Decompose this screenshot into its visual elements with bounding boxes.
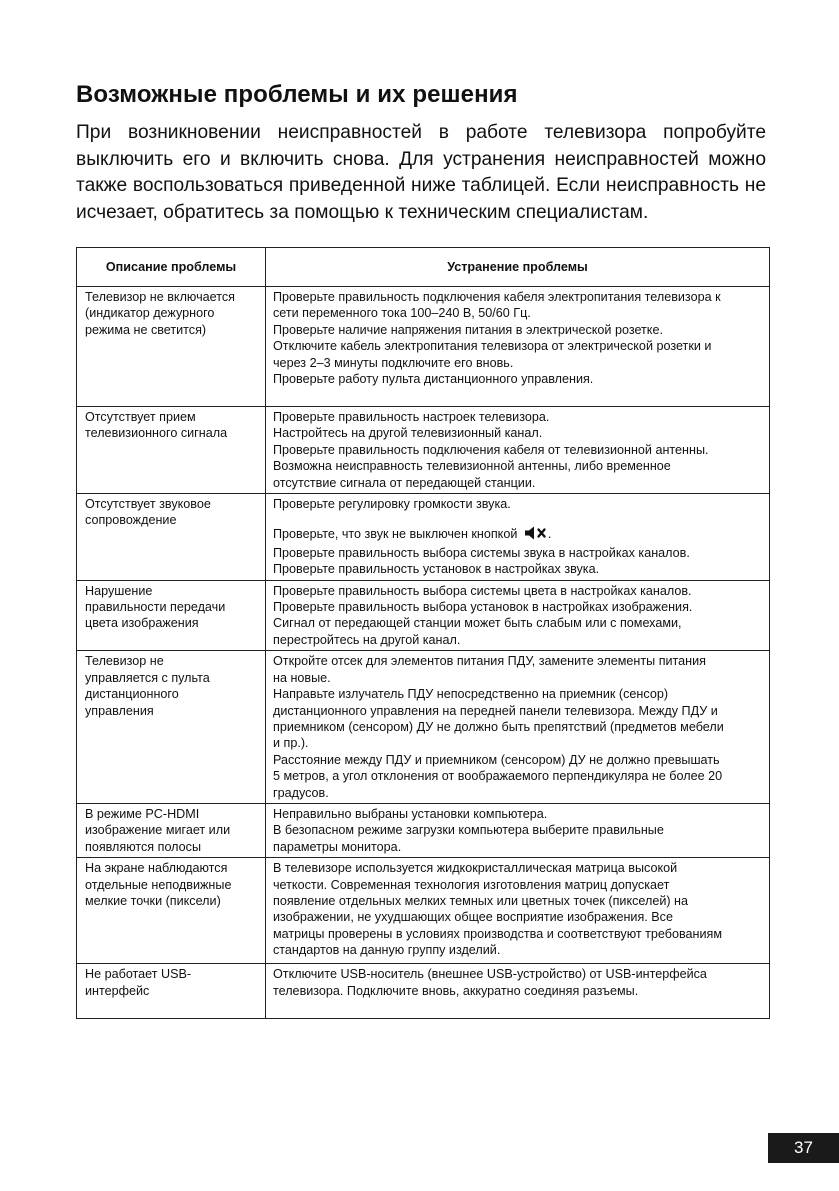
solution-line: В безопасном режиме загрузки компьютера выберите правильные <box>273 823 664 838</box>
problem-line: режима не светится) <box>85 322 207 337</box>
solution-cell <box>266 287 770 407</box>
solution-line: на новые. <box>273 670 331 685</box>
problem-line: правильности передачи <box>85 600 226 615</box>
solution-line: отсутствие сигнала от передающей станции. <box>273 475 536 490</box>
problem-line: Нарушение <box>85 583 153 598</box>
solution-line: Отключите USB-носитель (внешнее USB-устройство) от USB-интерфейса <box>273 967 707 982</box>
solution-line: Проверьте правильность настроек телевизора. <box>273 410 550 424</box>
solution-line: Проверьте работу пульта дистанционного управления. <box>273 372 594 387</box>
solution-line: матрицы проверены в условиях производства и соответствуют требованиям <box>273 926 723 941</box>
solution-line: Настройтесь на другой телевизионный канал. <box>273 426 543 441</box>
problem-line: (индикатор дежурного <box>85 306 215 321</box>
problem-line: телевизионного сигнала <box>85 426 228 441</box>
problem-line: появляются полосы <box>85 839 202 854</box>
mute-speaker-icon <box>524 526 548 544</box>
header-problem: Описание проблемы <box>77 248 266 287</box>
problem-line: изображение мигает или <box>85 823 231 838</box>
problem-cell <box>77 494 266 581</box>
solution-line: через 2–3 минуты подключите его вновь. <box>273 355 514 370</box>
problem-line: мелкие точки (пиксели) <box>85 893 221 908</box>
table-row <box>77 407 770 494</box>
solution-line: Проверьте правильность установок в настройках звука. <box>273 562 600 577</box>
solution-cell <box>266 651 770 804</box>
solution-line: градусов. <box>273 785 329 800</box>
problem-line: сопровождение <box>85 513 177 528</box>
solution-line: параметры монитора. <box>273 839 402 854</box>
solution-line: Проверьте правильность выбора системы звука в настройках каналов. <box>273 545 690 560</box>
solution-cell <box>266 803 770 857</box>
solution-cell <box>266 964 770 1019</box>
solution-line: дистанционного управления на передней панели телевизора. Между ПДУ и <box>273 703 718 718</box>
page-title: Возможные проблемы и их решения <box>76 81 518 108</box>
problem-cell <box>77 407 266 494</box>
problem-line: управления <box>85 703 154 718</box>
solution-line: изображении, не ухудшающих общее восприятие изображения. Все <box>273 910 673 925</box>
solution-line: Возможна неисправность телевизионной антенны, либо временное <box>273 459 671 474</box>
troubleshooting-table <box>76 247 770 1019</box>
table-row <box>77 964 770 1019</box>
solution-line: Проверьте правильность выбора системы цвета в настройках каналов. <box>273 583 692 598</box>
solution-cell <box>266 494 770 581</box>
problem-line: Телевизор не <box>85 654 164 669</box>
problem-line: Телевизор не включается <box>85 290 235 304</box>
solution-line: приемником (сенсором) ДУ не должно быть препятствий (предметов мебели <box>273 719 724 734</box>
intro-paragraph: При возникновении неисправностей в работе телевизора попробуйте выключить его и включить снова. Для устранения неисправностей можно также воспользоваться приведенной ниже таблицей. Если неисправность не исчезает, обратитесь за помощью к техническим специалистам. <box>76 122 766 223</box>
solution-line: Неправильно выбраны установки компьютера. <box>273 806 548 821</box>
solution-text: Проверьте, что звук не выключен кнопкой <box>273 527 518 542</box>
page-number: 37 <box>768 1133 839 1163</box>
table-row <box>77 803 770 857</box>
problem-line: управляется с пульта <box>85 670 210 685</box>
problem-line: отдельные неподвижные <box>85 877 232 892</box>
solution-line: Проверьте правильность выбора установок в настройках изображения. <box>273 600 693 615</box>
solution-cell <box>266 858 770 964</box>
problem-line: В режиме PC-HDMI <box>85 806 200 821</box>
solution-line: сети переменного тока 100–240 В, 50/60 Гц. <box>273 306 531 321</box>
problem-line: Не работает USB- <box>85 967 192 982</box>
table-row <box>77 287 770 407</box>
solution-cell <box>266 580 770 651</box>
table-row <box>77 651 770 804</box>
solution-cell <box>266 407 770 494</box>
table-row <box>77 580 770 651</box>
solution-line: Отключите кабель электропитания телевизора от электрической розетки и <box>273 339 712 354</box>
problem-line: дистанционного <box>85 687 179 702</box>
solution-line: В телевизоре используется жидкокристаллическая матрица высокой <box>273 861 678 876</box>
solution-text-end: . <box>547 527 552 542</box>
solution-line: стандартов на данную группу изделий. <box>273 943 501 958</box>
problem-line: Отсутствует прием <box>85 410 196 424</box>
solution-line: Проверьте регулировку громкости звука. <box>273 497 511 512</box>
solution-line: 5 метров, а угол отклонения от воображаемого перпендикуляра не более 20 <box>273 769 723 784</box>
problem-cell <box>77 858 266 964</box>
problem-cell <box>77 287 266 407</box>
problem-line: Отсутствует звуковое <box>85 497 211 512</box>
problem-line: интерфейс <box>85 983 150 998</box>
table-row <box>77 494 770 581</box>
solution-line: Направьте излучатель ПДУ непосредственно на приемник (сенсор) <box>273 687 669 702</box>
solution-line-mute <box>273 526 767 544</box>
problem-cell <box>77 964 266 1019</box>
solution-line: четкости. Современная технология изготовления матриц допускает <box>273 877 670 892</box>
table-header-row <box>77 248 770 287</box>
table-row <box>77 858 770 964</box>
problem-cell <box>77 651 266 804</box>
solution-line: Сигнал от передающей станции может быть слабым или с помехами, <box>273 616 682 631</box>
problem-cell <box>77 803 266 857</box>
solution-line: телевизора. Подключите вновь, аккуратно соединяя разъемы. <box>273 983 639 998</box>
problem-cell <box>77 580 266 651</box>
solution-line: Проверьте наличие напряжения питания в электрической розетке. <box>273 322 663 337</box>
solution-line: Проверьте правильность подключения кабеля электропитания телевизора к <box>273 290 721 304</box>
solution-line: появление отдельных мелких темных или цветных точек (пикселей) на <box>273 893 689 908</box>
solution-line: Проверьте правильность подключения кабеля от телевизионной антенны. <box>273 442 709 457</box>
header-solution: Устранение проблемы <box>266 248 770 287</box>
solution-line: перестройтесь на другой канал. <box>273 632 461 647</box>
problem-line: цвета изображения <box>85 616 199 631</box>
solution-line: Откройте отсек для элементов питания ПДУ, замените элементы питания <box>273 654 706 669</box>
problem-line: На экране наблюдаются <box>85 861 228 876</box>
solution-line: и пр.). <box>273 736 309 751</box>
solution-line: Расстояние между ПДУ и приемником (сенсором) ДУ не должно превышать <box>273 752 720 767</box>
